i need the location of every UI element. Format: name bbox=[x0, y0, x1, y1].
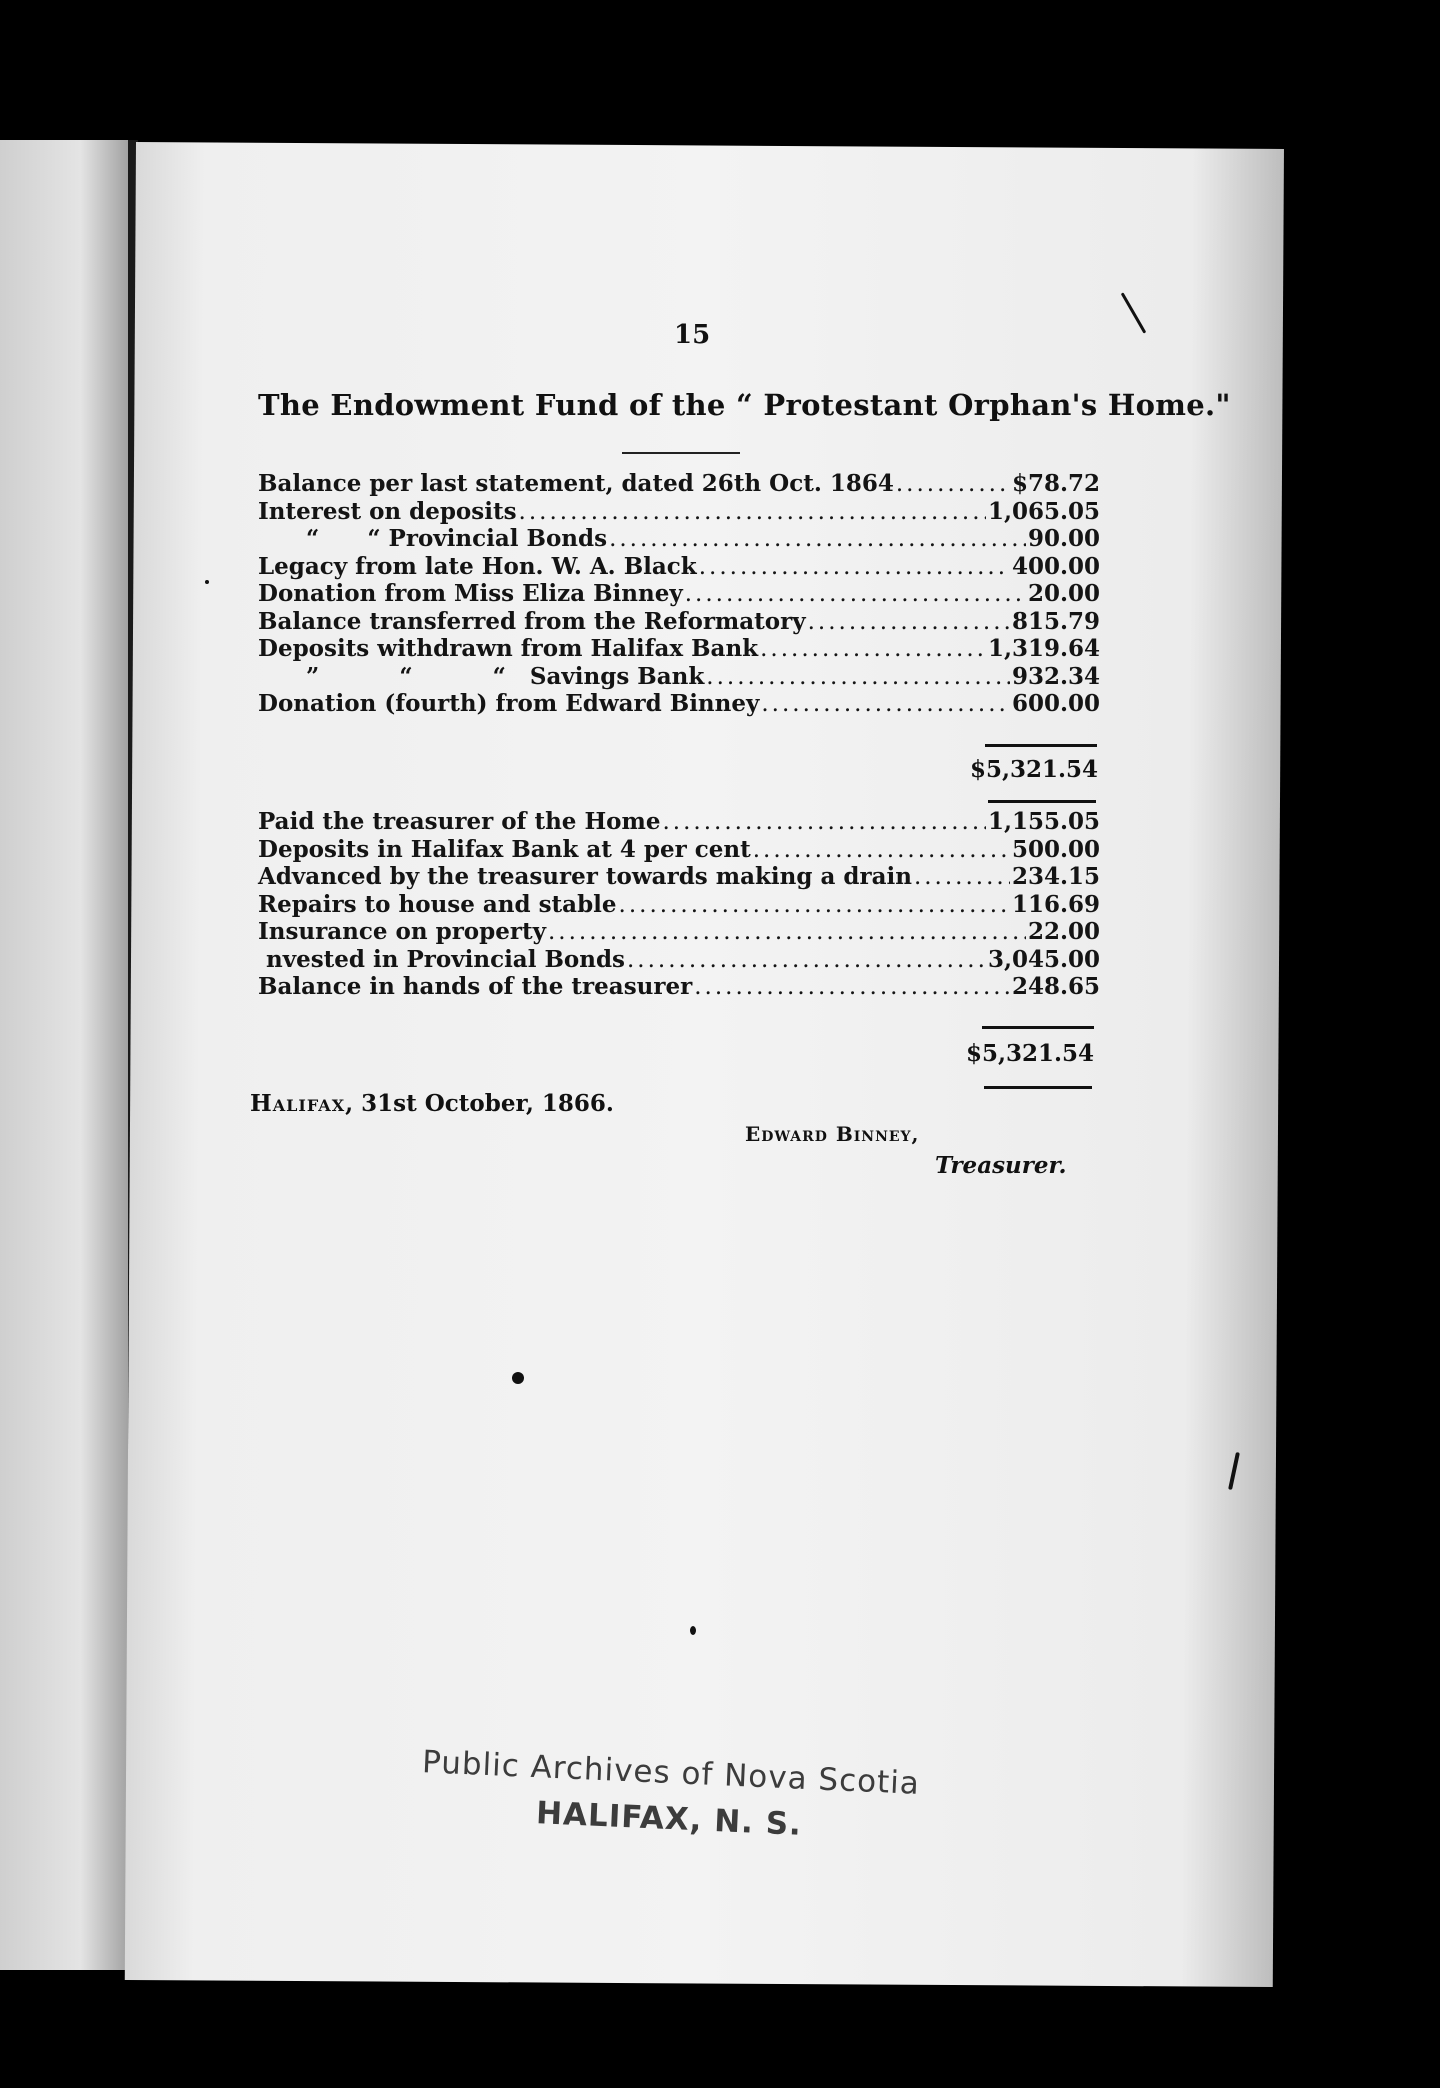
row-amount: 90.00 bbox=[1027, 525, 1100, 552]
row-label: Deposits in Halifax Bank at 4 per cent bbox=[258, 835, 751, 863]
ledger-row bbox=[258, 690, 1100, 718]
row-amount: 1,319.64 bbox=[987, 635, 1100, 662]
row-label: Advanced by the treasurer towards making a drain bbox=[258, 863, 912, 890]
row-amount: 400.00 bbox=[1011, 552, 1100, 580]
row-label: Legacy from late Hon. W. A. Black bbox=[258, 552, 697, 580]
row-label: Interest on deposits bbox=[258, 497, 517, 525]
row-label: Paid the treasurer of the Home bbox=[258, 808, 661, 835]
payments-rule-top bbox=[982, 1026, 1094, 1029]
row-label: nvested in Provincial Bonds bbox=[258, 945, 625, 973]
ink-speck bbox=[690, 1626, 696, 1635]
row-label: Insurance on property bbox=[258, 918, 546, 945]
row-label: Balance per last statement, dated 26th Oct. 1864 bbox=[258, 470, 894, 497]
row-label: ” “ “ Savings Bank bbox=[258, 662, 705, 690]
page-number: 15 bbox=[674, 320, 711, 350]
ledger-row bbox=[258, 863, 1100, 891]
payments-ledger bbox=[258, 808, 1100, 1001]
ledger-row bbox=[258, 891, 1100, 919]
ledger-row bbox=[258, 836, 1100, 864]
payments-rule-bottom bbox=[984, 1086, 1092, 1089]
ledger-row bbox=[258, 808, 1100, 836]
row-amount: 248.65 bbox=[1011, 973, 1100, 1000]
ink-speck bbox=[205, 580, 209, 584]
place-date-line bbox=[250, 1090, 614, 1117]
stamp-line-2: HALIFAX, N. S. bbox=[535, 1795, 803, 1843]
date-text: , 31st October, 1866. bbox=[345, 1090, 614, 1117]
row-label: Donation (fourth) from Edward Binney bbox=[258, 690, 760, 717]
document-title: The Endowment Fund of the “ Protestant Orphan's Home." bbox=[258, 388, 1231, 422]
ink-speck bbox=[512, 1372, 524, 1384]
row-amount: 1,065.05 bbox=[987, 497, 1100, 525]
receipts-ledger bbox=[258, 470, 1100, 718]
row-amount: 932.34 bbox=[1011, 662, 1100, 690]
row-amount: 1,155.05 bbox=[987, 808, 1100, 835]
ledger-row bbox=[258, 946, 1100, 974]
ledger-row bbox=[258, 918, 1100, 946]
payments-total: $5,321.54 bbox=[965, 1040, 1094, 1067]
row-amount: 3,045.00 bbox=[987, 945, 1100, 973]
ledger-row bbox=[258, 663, 1100, 691]
row-label: Donation from Miss Eliza Binney bbox=[258, 580, 683, 607]
row-amount: 116.69 bbox=[1011, 890, 1100, 918]
row-amount: 600.00 bbox=[1011, 690, 1100, 717]
place-name: Halifax bbox=[250, 1090, 346, 1117]
ledger-row bbox=[258, 580, 1100, 608]
ledger-row bbox=[258, 498, 1100, 526]
title-rule bbox=[622, 452, 740, 454]
row-amount: $78.72 bbox=[1011, 470, 1100, 497]
left-page-edge bbox=[0, 140, 134, 1970]
row-amount: 815.79 bbox=[1011, 607, 1100, 635]
receipts-rule-top bbox=[985, 744, 1097, 747]
row-amount: 22.00 bbox=[1027, 918, 1100, 945]
row-label: Balance in hands of the treasurer bbox=[258, 973, 693, 1000]
row-label: Repairs to house and stable bbox=[258, 890, 617, 918]
signature-role: Treasurer. bbox=[935, 1152, 1067, 1179]
row-amount: 234.15 bbox=[1011, 863, 1100, 890]
row-amount: 500.00 bbox=[1011, 835, 1100, 863]
ledger-row bbox=[258, 470, 1100, 498]
row-label: Deposits withdrawn from Halifax Bank bbox=[258, 635, 759, 662]
signature-name: Edward Binney, bbox=[745, 1122, 920, 1146]
stamp-line-1: Public Archives of Nova Scotia bbox=[421, 1744, 921, 1802]
ledger-row bbox=[258, 635, 1100, 663]
receipts-rule-bottom bbox=[988, 800, 1096, 803]
ledger-row bbox=[258, 973, 1100, 1001]
ledger-row bbox=[258, 553, 1100, 581]
ledger-row bbox=[258, 608, 1100, 636]
ledger-row bbox=[258, 525, 1100, 553]
row-label: Balance transferred from the Reformatory bbox=[258, 607, 806, 635]
receipts-total: $5,321.54 bbox=[969, 756, 1098, 783]
row-label: “ “ Provincial Bonds bbox=[258, 525, 608, 552]
row-amount: 20.00 bbox=[1027, 580, 1100, 607]
